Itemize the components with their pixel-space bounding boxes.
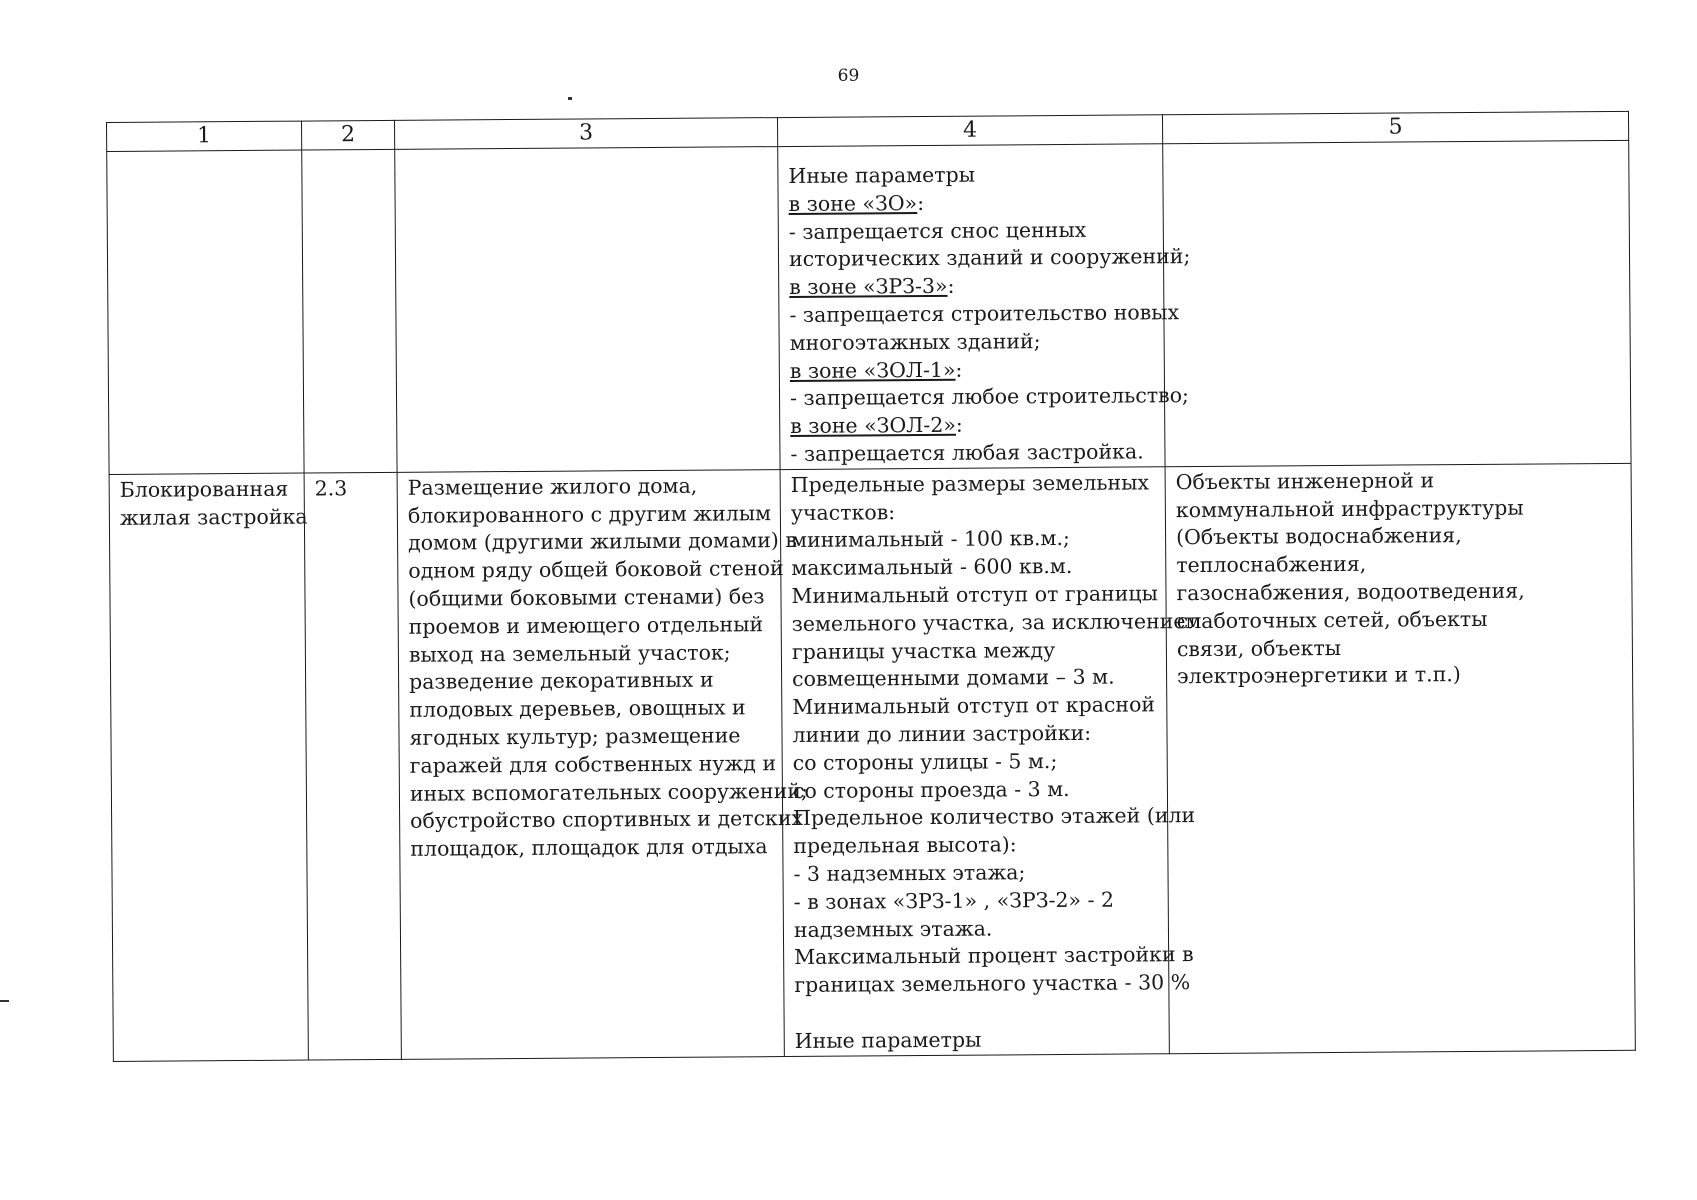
text-line: блокированного с другим жилым — [407, 500, 772, 528]
zone-heading: в зоне «ЗРЗ-3» — [789, 274, 948, 300]
text-line: разведение декоративных и — [409, 667, 714, 695]
text-line: земельного участка, за исключением — [791, 608, 1202, 636]
zone-heading: в зоне «ЗОЛ-1» — [789, 357, 956, 383]
text-line: Объекты инженерной и — [1175, 468, 1435, 494]
zone-heading: в зоне «ЗО» — [788, 190, 918, 216]
text-line: Минимальный отступ от красной — [792, 692, 1156, 720]
line-text: - запрещается снос ценных — [788, 217, 1087, 244]
table-cell — [1163, 140, 1631, 466]
scan-mark — [568, 97, 572, 100]
text-line: Иные параметры — [794, 1027, 982, 1053]
page-number: 69 — [837, 66, 860, 86]
text-line: Максимальный процент застройки в — [794, 942, 1194, 970]
table-row — [107, 140, 1631, 474]
text-line: Минимальный отступ от границы — [791, 581, 1158, 608]
text-line: коммунальной инфраструктуры — [1175, 495, 1524, 522]
text-line: площадок, площадок для отдыха — [410, 834, 768, 861]
text-line — [790, 438, 1154, 468]
table-cell — [107, 150, 304, 474]
line-text: - запрещается любое строительство; — [789, 383, 1189, 411]
text-line: газоснабжения, водоотведения, — [1176, 578, 1525, 606]
text-line: обустройство спортивных и детских — [410, 806, 804, 834]
text-line: одном ряду общей боковой стеной — [408, 556, 784, 583]
text-line — [788, 244, 1191, 274]
column-header: 5 — [1162, 111, 1628, 143]
text-line: со стороны проезда - 3 м. — [792, 776, 1070, 803]
use-description-cell — [397, 469, 808, 1059]
line-text: - запрещается строительство новых — [789, 300, 1180, 327]
text-line: домом (другими жилыми домами) в — [408, 528, 798, 556]
text-line: совмещенными домами – 3 м. — [792, 664, 1115, 692]
regulations-table — [106, 111, 1636, 1062]
table-row — [109, 463, 1635, 1061]
text-line: (общими боковыми стенами) без — [408, 584, 765, 611]
parameters-cell — [780, 467, 1202, 1057]
column-header: 4 — [777, 115, 1162, 147]
text-line: иных вспомогательных сооружений; — [409, 778, 808, 806]
text-line — [790, 410, 1154, 440]
text-line: надземных этажа. — [793, 916, 993, 942]
column-header: 2 — [301, 120, 394, 150]
text-line: гаражей для собственных нужд и — [409, 750, 777, 778]
text-line: проемов и имеющего отдельный — [408, 611, 764, 639]
text-line: предельная высота): — [793, 832, 1017, 859]
use-type-cell — [109, 473, 308, 1061]
text-line: Предельное количество этажей (или — [793, 803, 1196, 831]
text-line: - 3 надземных этажа; — [793, 860, 1026, 886]
scan-mark — [0, 1000, 9, 1002]
text-line: со стороны улицы - 5 м.; — [792, 748, 1058, 775]
line-text: - запрещается любая застройка. — [790, 439, 1144, 466]
text-line: - в зонах «ЗРЗ-1» , «ЗРЗ-2» - 2 — [793, 887, 1115, 914]
column-header: 3 — [394, 118, 777, 150]
text-line: плодовых деревьев, овощных и — [409, 695, 746, 722]
text-line: границы участка между — [791, 637, 1056, 664]
auxiliary-uses-cell — [1165, 463, 1635, 1053]
text-line: Предельные размеры земельных — [790, 470, 1150, 497]
line-text: исторических зданий и сооружений; — [788, 244, 1191, 272]
text-line: электроэнергетики и т.п.) — [1177, 662, 1461, 689]
text-line — [788, 160, 1152, 190]
text-line — [789, 383, 1189, 413]
line-text: многоэтажных зданий; — [789, 328, 1041, 355]
column-header: 1 — [107, 121, 302, 151]
zone-heading: в зоне «ЗОЛ-2» — [790, 412, 956, 439]
text-line — [789, 299, 1180, 329]
text-line: Размещение жилого дома, — [407, 473, 698, 500]
text-line: (Объекты водоснабжения, — [1175, 523, 1462, 550]
text-line: границах земельного участка - 30 % — [794, 970, 1191, 998]
text-line — [790, 355, 1154, 385]
text-line: выход на земельный участок; — [408, 639, 731, 667]
text-line — [789, 272, 1153, 302]
line-suffix: : — [947, 273, 955, 299]
text-line: теплоснабжения, — [1176, 551, 1367, 578]
text-line: участков: — [790, 499, 896, 525]
use-code-cell: 2.3 — [304, 472, 401, 1059]
text-line — [789, 188, 1153, 218]
text-line: максимальный - 600 кв.м. — [791, 554, 1073, 581]
table-cell — [302, 149, 397, 472]
text-line: связи, объекты — [1176, 635, 1342, 661]
text-line: линии до линии застройки: — [792, 720, 1092, 747]
line-suffix: : — [955, 357, 963, 382]
line-text: Иные параметры — [788, 162, 976, 188]
text-line: Блокированная — [119, 476, 289, 502]
other-parameters-cell — [778, 144, 1191, 470]
text-line: слаботочных сетей, объекты — [1176, 606, 1488, 633]
text-line — [789, 216, 1153, 246]
text-line: ягодных культур; размещение — [409, 723, 741, 750]
line-suffix: : — [917, 190, 925, 215]
text-line — [794, 997, 1158, 1027]
table-cell — [395, 147, 780, 473]
line-suffix: : — [955, 412, 963, 437]
text-line — [790, 327, 1154, 357]
text-line: жилая застройка — [119, 504, 308, 530]
text-line: минимальный - 100 кв.м.; — [790, 526, 1070, 553]
